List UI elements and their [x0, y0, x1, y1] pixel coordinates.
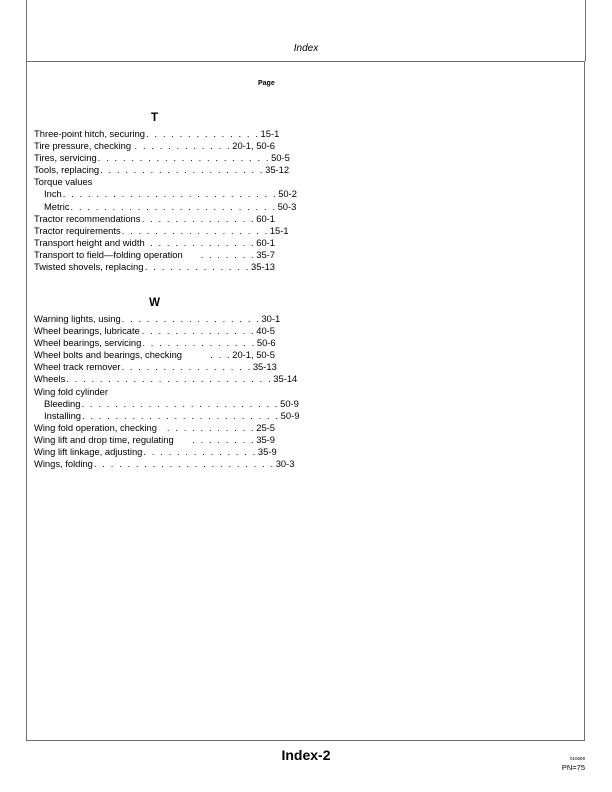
- index-entry: [34, 397, 299, 410]
- index-entry: [34, 409, 300, 422]
- entry-term: Wheel bearings, lubricate: [34, 325, 140, 337]
- entry-pages: 20-1, 50-6: [232, 140, 275, 152]
- entry-term: Tractor recommendations: [34, 212, 141, 224]
- entry-leader: . . . . . . . . . . . . . .: [143, 446, 257, 458]
- footer-code: 010699: [569, 756, 585, 761]
- entry-pages: 35-9: [256, 433, 275, 445]
- entry-leader: . . . . . . . . . . . . . . . .: [121, 361, 252, 373]
- index-entry: [34, 237, 275, 249]
- entry-leader: . . . . . . .: [200, 248, 256, 260]
- entry-pages: 40-5: [256, 325, 275, 337]
- section-letter: W: [149, 297, 160, 309]
- entry-pages: 35-13: [252, 361, 277, 373]
- entry-pages: 35-13: [251, 261, 275, 273]
- index-entry: [34, 325, 275, 337]
- entry-term: Wing fold cylinder: [34, 385, 108, 397]
- entry-leader: . . . . . . . . . . . . . .: [141, 325, 256, 337]
- index-entry: [34, 128, 280, 140]
- entry-leader: . . . . . . . . . . . . . .: [141, 212, 256, 224]
- entry-term: Transport height and width: [34, 236, 145, 248]
- entry-leader: . . . . . . . . . . . . . . . . . . . . .: [97, 152, 271, 164]
- index-entry: [34, 337, 275, 349]
- entry-term: Bleeding: [44, 397, 81, 409]
- entry-term: Inch: [44, 188, 62, 200]
- index-entry: [34, 349, 275, 361]
- entry-leader: . . . . . . . . . . . . . .: [142, 337, 256, 349]
- entry-leader: . . . . . . . . . . .: [166, 421, 256, 433]
- index-entry: [34, 200, 297, 213]
- entry-pages: 60-1: [256, 212, 275, 224]
- entry-leader: [92, 176, 275, 188]
- entry-term: Wheel bearings, servicing: [34, 337, 142, 349]
- entry-leader: . . . . . . . . . . . .: [134, 140, 232, 152]
- index-entry: [34, 176, 275, 188]
- entry-leader: . . . . . . . . . . . . . . . . .: [121, 313, 261, 324]
- entry-term: Wheel bolts and bearings, checking: [34, 349, 183, 361]
- entry-leader: . . . . . . . . . . . . . . . . . . . . . . . .: [81, 397, 280, 409]
- entry-pages: 50-9: [280, 409, 300, 421]
- section-letter: T: [150, 112, 159, 124]
- entry-leader: . . . . . . . . . . . . .: [144, 261, 251, 273]
- entry-term: Tires, servicing: [34, 152, 97, 164]
- entry-term: Wing lift and drop time, regulating: [34, 433, 174, 445]
- footer-pn: PN=75: [561, 763, 585, 772]
- entry-list: [34, 128, 297, 273]
- index-entry: [34, 422, 275, 434]
- entry-pages: 15-1: [260, 128, 280, 139]
- index-entry: [34, 188, 297, 200]
- entry-leader: . . . . . . . . . . . . . .: [146, 128, 260, 139]
- index-section-t: [34, 108, 297, 273]
- entry-pages: 35-7: [256, 248, 275, 260]
- index-entry: [34, 261, 275, 273]
- header-title: Index: [293, 43, 319, 54]
- index-entry: [34, 313, 281, 325]
- footer-page-label: Index-2: [281, 747, 331, 763]
- index-entry: [34, 224, 289, 237]
- index-entry: [34, 386, 275, 398]
- entry-leader: [108, 386, 275, 398]
- entry-term: Tire pressure, checking: [34, 140, 132, 152]
- entry-leader: . . . . . . . .: [192, 433, 256, 445]
- entry-leader: . . . . . . . . . . . . . . . . . .: [121, 224, 269, 236]
- entry-term: Torque values: [34, 176, 93, 188]
- index-section-w: [34, 293, 300, 470]
- entry-pages: 50-9: [280, 397, 299, 409]
- entry-term: Three-point hitch, securing: [34, 128, 145, 139]
- entry-pages: 35-14: [273, 373, 298, 385]
- entry-pages: 35-12: [265, 164, 290, 176]
- entry-pages: 15-1: [269, 224, 289, 236]
- index-entry: [34, 446, 275, 458]
- index-entry: [34, 152, 290, 164]
- entry-list: [34, 313, 300, 470]
- entry-term: Wing lift linkage, adjusting: [34, 446, 143, 458]
- entry-pages: 50-2: [278, 188, 297, 200]
- page-column-label: Page: [258, 80, 275, 87]
- entry-leader: . . . . . . . . . . . . . . . . . . . . . . . . .: [66, 373, 273, 385]
- entry-leader: . . .: [210, 349, 232, 361]
- entry-pages: 30-1: [261, 313, 281, 324]
- entry-pages: 30-3: [275, 458, 295, 470]
- entry-leader: . . . . . . . . . . . . . . . . . . . .: [100, 164, 265, 176]
- entry-leader: . . . . . . . . . . . . . . . . . . . . . . . . . .: [62, 188, 278, 200]
- index-entry: [34, 164, 290, 176]
- index-entry: [34, 361, 275, 373]
- index-entry: [34, 373, 298, 385]
- index-entry: [34, 140, 275, 152]
- entry-pages: 25-5: [256, 421, 275, 433]
- index-entry: [34, 458, 295, 470]
- entry-pages: 50-6: [256, 337, 276, 349]
- entry-term: Wings, folding: [34, 458, 93, 470]
- entry-pages: 60-1: [256, 236, 275, 248]
- entry-term: Wheels: [34, 373, 66, 385]
- entry-term: Transport to field—folding operation: [34, 248, 183, 260]
- entry-leader: . . . . . . . . . . . . . . . . . . . . . .: [93, 458, 275, 470]
- entry-leader: . . . . . . . . . . . . .: [150, 236, 256, 248]
- entry-term: Installing: [44, 409, 82, 421]
- entry-leader: . . . . . . . . . . . . . . . . . . . . . . . .: [82, 409, 280, 421]
- entry-pages: 50-3: [277, 200, 297, 212]
- entry-leader: . . . . . . . . . . . . . . . . . . . . . . . . .: [70, 200, 277, 212]
- entry-pages: 20-1, 50-5: [232, 349, 275, 361]
- entry-term: Warning lights, using: [34, 313, 121, 324]
- entry-pages: 35-9: [257, 446, 277, 458]
- entry-pages: 50-5: [271, 152, 290, 164]
- index-entry: [34, 434, 275, 446]
- entry-term: Wheel track remover: [34, 361, 121, 373]
- index-entry: [34, 249, 275, 261]
- index-entry: [34, 213, 275, 225]
- entry-term: Wing fold operation, checking: [34, 421, 157, 433]
- entry-term: Metric: [44, 200, 70, 212]
- entry-term: Tools, replacing: [34, 164, 100, 176]
- entry-term: Twisted shovels, replacing: [34, 261, 144, 273]
- entry-term: Tractor requirements: [34, 224, 121, 236]
